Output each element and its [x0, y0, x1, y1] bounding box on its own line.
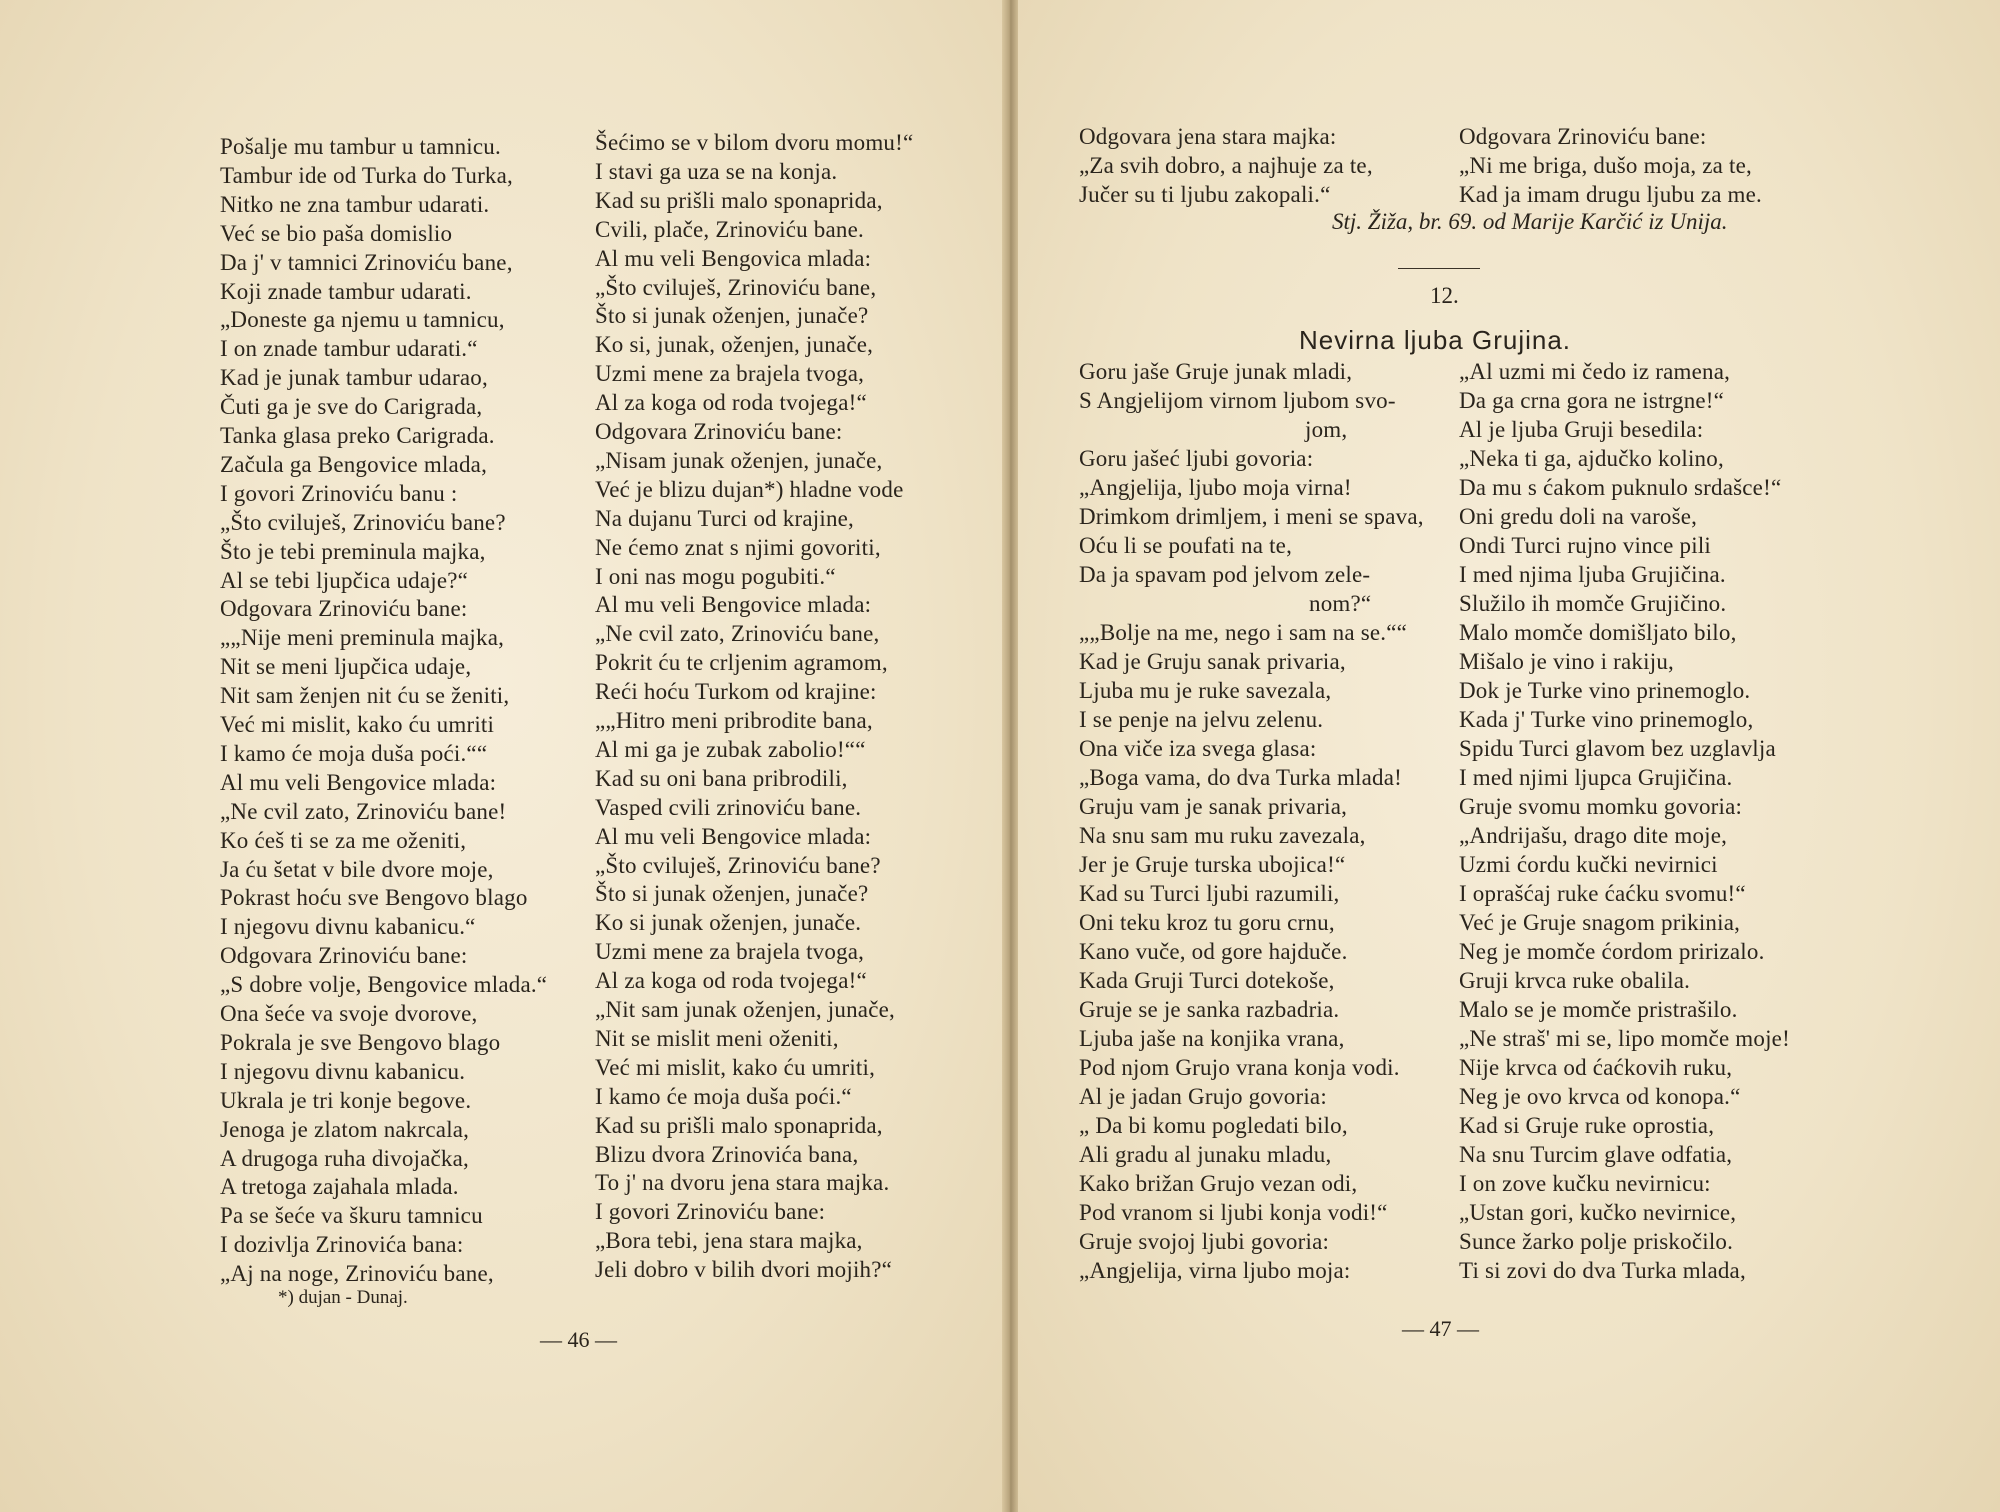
verse-line: Pod njom Grujo vrana konja vodi.	[1079, 1055, 1400, 1080]
verse-line: Gruje se je sanka razbadria.	[1079, 997, 1340, 1022]
verse-line: Što si junak oženjen, junače?	[595, 303, 869, 329]
verse-line: „Ne straš' mi se, lipo momče moje!	[1459, 1026, 1790, 1051]
verse-line: Nitko ne zna tambur udarati.	[220, 191, 490, 217]
verse-line: S Angjelijom virnom ljubom svo-	[1079, 388, 1396, 413]
verse-line: Pod vranom si ljubi konja vodi!“	[1079, 1200, 1388, 1225]
verse-line: „Ne cvil zato, Zrinoviću bane,	[595, 621, 880, 647]
verse-line: Al je ljuba Gruji besedila:	[1459, 417, 1704, 442]
verse-line: Al mu veli Bengovice mlada:	[595, 823, 872, 849]
verse-line: Uzmi mene za brajela tvoga,	[595, 939, 865, 965]
verse-line: Reći hoću Turkom od krajine:	[595, 679, 877, 705]
verse-line: Odgovara Zrinoviću bane:	[220, 943, 468, 969]
verse-line: Na snu Turcim glave odfatia,	[1459, 1142, 1733, 1167]
verse-line: I med njima ljuba Grujičina.	[1459, 562, 1726, 587]
verse-line: To j' na dvoru jena stara majka.	[595, 1170, 890, 1196]
verse-line: „Ustan gori, kučko nevirnice,	[1459, 1200, 1737, 1225]
verse-line: Odgovara jena stara majka:	[1079, 124, 1337, 149]
verse-line: I njegovu divnu kabanicu.“	[220, 914, 476, 940]
verse-line: „„Nije meni preminula majka,	[220, 625, 505, 651]
verse-line: „Angjelija, virna ljubo moja:	[1079, 1258, 1351, 1283]
verse-line: I kamo će moja duša poći.““	[220, 740, 488, 766]
verse-line: „Ne cvil zato, Zrinoviću bane!	[220, 798, 507, 824]
verse-line: Gruje svomu momku govoria:	[1459, 794, 1743, 819]
verse-line: Gruje svojoj ljubi govoria:	[1079, 1229, 1330, 1254]
verse-line: Al mu veli Bengovice mlada:	[220, 769, 497, 795]
verse-line: Al za koga od roda tvojega!“	[595, 390, 867, 416]
verse-line: Na snu sam mu ruku zavezala,	[1079, 823, 1366, 848]
verse-line: Pa se šeće va škuru tamnicu	[220, 1203, 483, 1229]
verse-line: Jer je Gruje turska ubojica!“	[1079, 852, 1346, 877]
verse-line: Kada j' Turke vino prinemoglo,	[1459, 707, 1754, 732]
verse-line: Tambur ide od Turka do Turka,	[220, 162, 513, 188]
verse-line: Nije krvca od ćaćkovih ruku,	[1459, 1055, 1733, 1080]
verse-line: Al se tebi ljupčica udaje?“	[220, 567, 469, 593]
verse-line: jom,	[1305, 417, 1348, 442]
verse-line: Ljuba mu je ruke savezala,	[1079, 678, 1332, 703]
verse-line: nom?“	[1309, 591, 1372, 616]
verse-line: „Što cviluješ, Zrinoviću bane?	[595, 852, 881, 878]
verse-line: Al je jadan Grujo govoria:	[1079, 1084, 1327, 1109]
verse-line: Ona šeće va svoje dvorove,	[220, 1001, 478, 1026]
verse-line: „Što cviluješ, Zrinoviću bane,	[595, 274, 877, 300]
verse-line: Već mi mislit, kako ću umriti	[220, 712, 495, 737]
verse-line: Goru jašeć ljubi govoria:	[1079, 446, 1314, 471]
verse-line: Kad je Gruju sanak privaria,	[1079, 649, 1346, 674]
verse-line: Odgovara Zrinoviću bane:	[595, 419, 843, 444]
verse-line: Pokrit ću te crljenim agramom,	[595, 650, 888, 676]
verse-line: „„Hitro meni pribrodite bana,	[595, 708, 873, 733]
verse-line: Kano vuče, od gore hajduče.	[1079, 939, 1348, 964]
verse-line: „Boga vama, do dva Turka mlada!	[1079, 765, 1403, 790]
verse-line: Oću li se poufati na te,	[1079, 533, 1293, 558]
poem-title: Nevirna ljuba Grujina.	[1299, 325, 1572, 355]
verse-line: Odgovara Zrinoviću bane:	[220, 596, 468, 622]
verse-line: Kad si Gruje ruke oprostia,	[1459, 1113, 1715, 1138]
verse-line: Pokrala je sve Bengovo blago	[220, 1029, 501, 1055]
verse-line: „Doneste ga njemu u tamnicu,	[220, 307, 505, 333]
verse-line: Kad ja imam drugu ljubu za me.	[1459, 182, 1763, 207]
verse-line: I govori Zrinoviću bane:	[595, 1199, 826, 1225]
verse-line: Da ja spavam pod jelvom zele-	[1079, 562, 1371, 587]
verse-line: Služilo ih momče Grujičino.	[1459, 591, 1727, 616]
page-number-left: — 46 —	[540, 1327, 617, 1352]
verse-line: Al za koga od roda tvojega!“	[595, 968, 867, 994]
verse-line: Čuti ga je sve do Carigrada,	[220, 394, 483, 420]
verse-line: Ona viče iza svega glasa:	[1079, 736, 1317, 761]
verse-line: Kako brižan Grujo vezan odi,	[1079, 1171, 1358, 1196]
verse-line: Ko si, junak, oženjen, junače,	[595, 332, 874, 358]
verse-line: Začula ga Bengovice mlada,	[220, 451, 488, 477]
verse-line: I se penje na jelvu zelenu.	[1079, 707, 1324, 732]
poem-number: 12.	[1430, 283, 1459, 308]
verse-line: Ukrala je tri konje begove.	[220, 1087, 472, 1113]
verse-line: „Neka ti ga, ajdučko kolino,	[1459, 446, 1724, 471]
section-divider	[1398, 268, 1480, 269]
verse-line: Ko ćeš ti se za me oženiti,	[220, 827, 467, 853]
verse-line: Kad je junak tambur udarao,	[220, 365, 488, 391]
verse-line: „Angjelija, ljubo moja virna!	[1079, 475, 1352, 500]
verse-line: Da ga crna gora ne istrgne!“	[1459, 388, 1725, 413]
verse-line: Goru jaše Gruje junak mladi,	[1079, 359, 1353, 384]
verse-line: Uzmi ćordu kučki nevirnici	[1459, 852, 1718, 877]
verse-line: Nit se mislit meni oženiti,	[595, 1025, 839, 1051]
verse-line: Već se bio paša domislio	[220, 220, 453, 246]
verse-line: „Što cviluješ, Zrinoviću bane?	[220, 509, 506, 535]
verse-line: „Aj na noge, Zrinoviću bane,	[220, 1261, 494, 1287]
verse-line: Pošalje mu tambur u tamnicu.	[220, 134, 501, 159]
verse-line: Ti si zovi do dva Turka mlada,	[1459, 1258, 1746, 1283]
verse-line: Drimkom drimljem, i meni se spava,	[1079, 504, 1424, 529]
verse-line: I stavi ga uza se na konja.	[595, 158, 838, 184]
verse-line: Ko si junak oženjen, junače.	[595, 910, 862, 936]
verse-line: Kad su oni bana pribrodili,	[595, 765, 848, 791]
verse-line: Jeli dobro v bilih dvori mojih?“	[595, 1257, 893, 1283]
verse-line: Nit se meni ljupčica udaje,	[220, 654, 472, 680]
verse-line: Odgovara Zrinoviću bane:	[1459, 124, 1707, 149]
verse-line: Blizu dvora Zrinovića bana,	[595, 1141, 859, 1167]
verse-line: „S dobre volje, Bengovice mlada.“	[220, 972, 548, 998]
verse-line: Oni gredu doli na varoše,	[1459, 504, 1698, 529]
verse-line: I on zove kučku nevirnicu:	[1459, 1171, 1711, 1196]
book-gutter	[1002, 0, 1018, 1512]
verse-line: Dok je Turke vino prinemoglo.	[1459, 678, 1751, 703]
verse-line: Koji znade tambur udarati.	[220, 278, 472, 304]
verse-line: Na dujanu Turci od krajine,	[595, 505, 855, 531]
verse-line: Nit sam ženjen nit ću se ženiti,	[220, 683, 510, 709]
verse-line: Gruji krvca ruke obalila.	[1459, 968, 1691, 993]
verse-line: „Nit sam junak oženjen, junače,	[595, 997, 895, 1022]
verse-line: Šećimo se v bilom dvoru momu!“	[595, 130, 914, 155]
verse-line: Al mu veli Bengovica mlada:	[595, 245, 872, 271]
verse-line: Malo momče domišljato bilo,	[1459, 620, 1737, 645]
verse-line: Cvili, plače, Zrinoviću bane.	[595, 216, 864, 242]
verse-line: „„Bolje na me, nego i sam na se.““	[1079, 620, 1408, 645]
verse-line: Spidu Turci glavom bez uzglavlja	[1459, 736, 1776, 761]
verse-line: Već mi mislit, kako ću umriti,	[595, 1054, 876, 1080]
verse-line: Al mu veli Bengovice mlada:	[595, 592, 872, 618]
verse-line: „Andrijašu, drago dite moje,	[1459, 823, 1728, 848]
verse-line: Kad su prišli malo sponaprida,	[595, 1112, 883, 1138]
verse-line: Sunce žarko polje priskočilo.	[1459, 1229, 1734, 1254]
verse-line: Što je tebi preminula majka,	[220, 538, 486, 564]
verse-line: Kad su prišli malo sponaprida,	[595, 187, 883, 213]
verse-line: Ne ćemo znat s njimi govoriti,	[595, 534, 881, 560]
verse-line: I med njimi ljupca Grujičina.	[1459, 765, 1733, 790]
verse-line: A tretoga zajahala mlada.	[220, 1174, 459, 1200]
verse-line: Već je Gruje snagom prikinia,	[1459, 910, 1741, 935]
verse-line: Da j' v tamnici Zrinoviću bane,	[220, 249, 513, 275]
verse-line: „Nisam junak oženjen, junače,	[595, 447, 883, 473]
verse-line: Da mu s ćakom puknulo srdašce!“	[1459, 475, 1782, 500]
verse-line: I njegovu divnu kabanicu.	[220, 1058, 466, 1084]
verse-line: Mišalo je vino i rakiju,	[1459, 649, 1674, 674]
verse-line: „ Da bi komu pogledati bilo,	[1079, 1113, 1348, 1138]
verse-line: I govori Zrinoviću banu :	[220, 480, 458, 506]
verse-line: Uzmi mene za brajela tvoga,	[595, 361, 865, 387]
verse-line: Kada Gruji Turci dotekoše,	[1079, 968, 1335, 993]
verse-line: Ljuba jaše na konjika vrana,	[1079, 1026, 1345, 1051]
verse-line: I kamo će moja duša poći.“	[595, 1083, 852, 1109]
verse-line: „Bora tebi, jena stara majka,	[595, 1228, 863, 1254]
verse-line: Malo se je momče pristrašilo.	[1459, 997, 1738, 1022]
verse-line: Oni teku kroz tu goru crnu,	[1079, 910, 1335, 935]
verse-line: Ja ću šetat v bile dvore moje,	[220, 856, 494, 882]
verse-line: Kad su Turci ljubi razumili,	[1079, 881, 1340, 906]
right-page	[1018, 0, 2000, 1512]
verse-line: „Al uzmi mi čedo iz ramena,	[1459, 359, 1731, 384]
verse-line: I dozivlja Zrinovića bana:	[220, 1232, 464, 1258]
verse-line: Tanka glasa preko Carigrada.	[220, 423, 495, 448]
verse-line: Neg je ovo krvca od konopa.“	[1459, 1084, 1741, 1109]
verse-line: „Za svih dobro, a najhuje za te,	[1079, 153, 1373, 178]
verse-line: Al mi ga je zubak zabolio!““	[595, 736, 866, 762]
page-number-right: — 47 —	[1402, 1316, 1479, 1341]
verse-line: Pokrast hoću sve Bengovo blago	[220, 885, 528, 911]
verse-line: Ali gradu al junaku mladu,	[1079, 1142, 1332, 1167]
verse-line: Jučer su ti ljubu zakopali.“	[1079, 182, 1331, 207]
verse-line: Ondi Turci rujno vince pili	[1459, 533, 1712, 558]
attribution: Stj. Žiža, br. 69. od Marije Karčić iz Unija.	[1332, 209, 1728, 234]
footnote: *) dujan - Dunaj.	[278, 1287, 408, 1308]
verse-line: Gruju vam je sanak privaria,	[1079, 794, 1348, 819]
verse-line: Vasped cvili zrinoviću bane.	[595, 794, 862, 820]
verse-line: Neg je momče ćordom pririzalo.	[1459, 939, 1765, 964]
verse-line: I oni nas mogu pogubiti.“	[595, 563, 836, 589]
verse-line: Što si junak oženjen, junače?	[595, 881, 869, 907]
verse-line: I on znade tambur udarati.“	[220, 336, 478, 362]
verse-line: Jenoga je zlatom nakrcala,	[220, 1116, 470, 1142]
verse-line: I oprašćaj ruke ćaćku svomu!“	[1459, 881, 1746, 906]
verse-line: „Ni me briga, dušo moja, za te,	[1459, 153, 1752, 178]
verse-line: Već je blizu dujan*) hladne vode	[595, 476, 904, 502]
verse-line: A drugoga ruha divojačka,	[220, 1145, 469, 1171]
